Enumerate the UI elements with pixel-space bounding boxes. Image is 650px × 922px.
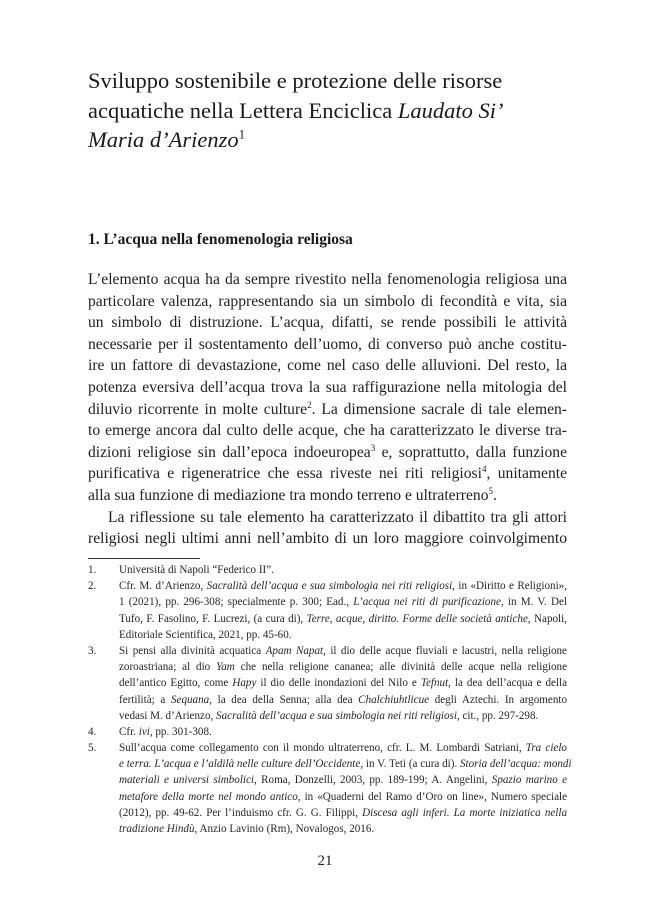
body-text-span: diluvio ricorrente in molte culture	[88, 400, 308, 418]
footnote-line	[119, 805, 567, 821]
note-title: e terra. L’acqua e l’aldilà nelle culture dell’Occidente	[119, 758, 361, 771]
note-title: Sacralità dell’acqua e sua simbologia nei riti religiosi	[216, 709, 457, 722]
note-text: , cit., pp. 297-298.	[456, 709, 539, 722]
note-text: Si pensi alla divinità acquatica	[119, 644, 266, 657]
footnote-line	[119, 756, 572, 772]
note-text: il dio delle inondazioni del Nilo e	[256, 677, 421, 690]
footnote-line	[119, 772, 567, 788]
section-heading: 1. L’acqua nella fenomenologia religiosa	[88, 231, 353, 248]
body-line: potenza eversiva dell’acqua trova la sua raffigurazione nella mitologia del	[88, 378, 567, 396]
body-line: La riflessione su tale elemento ha caratterizzato il dibattito tra gli attori	[108, 508, 567, 526]
note-text: , in «Quaderni del Ramo d’Oro on line», Numero speciale	[297, 790, 568, 803]
footnote-line: Università di Napoli “Federico II”.	[119, 564, 274, 576]
note-text: Tufo, F. Fasolino, F. Lucrezi, (a cura di),	[119, 612, 307, 625]
footnote-line	[119, 659, 567, 675]
footnote-ref: 2	[307, 399, 312, 410]
page-number: 21	[317, 853, 333, 869]
body-text-span: , unitamente	[486, 465, 568, 483]
note-title: Apam Napat,	[265, 644, 326, 657]
footnote-3	[88, 643, 567, 724]
note-text: Sull’acqua come collegamento con il mondo ultraterreno, cfr. L. M. Lombardi Satriani,	[119, 742, 526, 755]
footnote-line	[119, 578, 567, 594]
encyclical-name: Laudato Si’	[397, 97, 504, 123]
body-text-span: alla sua funzione di mediazione tra mondo terreno e ultraterreno	[88, 486, 489, 504]
body-text-span: dizioni religiose sin dall’epoca indoeuropea	[88, 443, 371, 461]
note-title: tradizione Hindù	[119, 823, 195, 835]
footnote-1	[88, 562, 567, 578]
footnote-number: 2.	[88, 580, 97, 593]
title-line-1: Sviluppo sostenibile e protezione delle risorse	[88, 68, 503, 93]
note-title: Hapy	[232, 677, 257, 690]
footnote-ref: 3	[370, 442, 376, 453]
body-text-span: purificativa e rigeneratrice che essa riveste nei riti religiosi	[88, 465, 482, 483]
footnote-line	[119, 643, 567, 659]
note-text: , in V. Teti (a cura di).	[360, 758, 460, 771]
note-text: , Roma, Donzelli, 2003, pp. 189-199; A. Angelini,	[254, 774, 492, 787]
footnote-number: 3.	[88, 644, 97, 657]
note-text: degli Aztechi. In argomento	[429, 693, 568, 706]
note-text: la dea dell’acqua e della	[450, 677, 567, 690]
footnote-5	[88, 740, 572, 837]
footnote-divider	[88, 558, 200, 559]
note-title: Tra cielo	[525, 742, 567, 755]
note-title: Sequana	[170, 693, 210, 706]
body-text-span: .	[493, 486, 497, 504]
footnote-line	[119, 611, 567, 627]
author-name: Maria d’Arienzo	[88, 127, 239, 152]
note-text: Cfr.	[119, 725, 139, 738]
note-title: Discesa agli inferi. La morte iniziatica nella	[362, 806, 568, 819]
body-line: necessarie per il sostentamento dell’uomo, di converso può anche costitu-	[88, 335, 567, 353]
footnote-ref: 4	[481, 464, 487, 475]
note-text: , pp. 301-308.	[149, 725, 212, 738]
footnote-line	[119, 789, 567, 805]
note-title: Yam	[216, 661, 235, 674]
body-line	[88, 442, 567, 464]
footnote-4	[88, 724, 567, 740]
footnote-line	[119, 594, 567, 610]
note-text: fertilità; a	[119, 693, 171, 706]
body-text-span: . La dimensione sacrale di tale elemen-	[311, 400, 567, 418]
body-text-span: e, soprattutto, dalla funzione	[375, 443, 567, 461]
note-title: Storia dell’acqua: mondi	[460, 758, 572, 771]
note-title: metafore della morte nel mondo antico	[119, 790, 298, 803]
footnote-number: 1.	[88, 564, 97, 576]
footnote-number: 4.	[88, 725, 97, 738]
note-text: , la dea della Senna; alla dea	[209, 693, 359, 706]
note-text: , Anzio Lavinio (Rm), Novalogos, 2016.	[194, 823, 375, 835]
footnotes	[88, 562, 572, 837]
footnote-line	[119, 708, 567, 724]
footnote-line	[119, 724, 567, 740]
body-line: particolare valenza, rappresentando sia un simbolo di fecondità e vita, sia	[88, 292, 567, 310]
note-text: Cfr. M. d’Arienzo,	[119, 580, 207, 593]
footnote-2	[88, 578, 567, 643]
title-line-2	[88, 96, 568, 126]
footnote-ref: 5	[488, 485, 494, 496]
note-text: , in M. V. Del	[500, 596, 568, 609]
body-line	[88, 399, 567, 421]
note-title: Terre, acque, diritto. Forme delle società antiche,	[306, 612, 531, 625]
footnote-number: 5.	[88, 742, 97, 755]
body-line: religiosi negli ultimi anni nell’ambito di un loro maggiore coinvolgimento	[88, 530, 567, 548]
body-line: L’elemento acqua ha da sempre rivestito nella fenomenologia religiosa una	[88, 271, 567, 288]
body-line: un simbolo di distruzione. L’acqua, difatti, se rende possibili le attività	[88, 314, 567, 332]
note-text: vedasi M. d’Arienzo,	[119, 709, 217, 722]
note-title: Tefnut,	[420, 677, 451, 690]
note-text: dell’antico Egitto, come	[119, 677, 233, 690]
note-text: , in «Diritto e Religioni»,	[452, 580, 567, 593]
body-line	[88, 463, 567, 485]
note-title: materiali e universi simbolici	[119, 774, 255, 787]
note-text: (2012), pp. 49-62. Per l’induismo cfr. G. G. Filippi,	[119, 806, 363, 819]
body-line: to emerge ancora dal culto delle acque, che ha caratterizzato le diverse tra-	[88, 422, 567, 440]
title-text: acquatiche nella Lettera Enciclica	[88, 97, 398, 123]
footnote-line	[119, 692, 567, 708]
body-line: ire un fattore di devastazione, come nel caso delle alluvioni. Del resto, la	[88, 357, 567, 375]
note-title: Spazio marino e	[491, 774, 568, 787]
note-title: L’acqua nei riti di purificazione	[353, 596, 501, 609]
footnote-line	[119, 821, 567, 837]
note-text: il dio delle acque fluviali e lacustri, nella religione	[325, 644, 567, 657]
footnote-ref: 1	[238, 126, 246, 142]
note-title: Chalchiuhtlicue	[358, 693, 430, 706]
note-title: Sacralità dell’acqua e sua simbologia nei riti religiosi	[206, 580, 453, 593]
body-text	[88, 269, 567, 550]
note-text: zoroastriana; al dio	[119, 661, 217, 674]
article-title	[88, 66, 568, 155]
footnote-line: Editoriale Scientifica, 2021, pp. 45-60.	[119, 628, 292, 641]
author-line	[88, 125, 568, 155]
note-text: che nella religione cananea; alle divinità delle acque nella religione	[234, 661, 568, 674]
note-text: 1 (2021), pp. 296-308; specialmente p. 300; Ead.,	[119, 596, 354, 609]
note-title: ivi	[138, 725, 150, 738]
body-line	[88, 485, 567, 507]
footnote-line	[119, 675, 567, 691]
note-text: Napoli,	[530, 612, 567, 625]
footnote-line	[119, 740, 567, 756]
